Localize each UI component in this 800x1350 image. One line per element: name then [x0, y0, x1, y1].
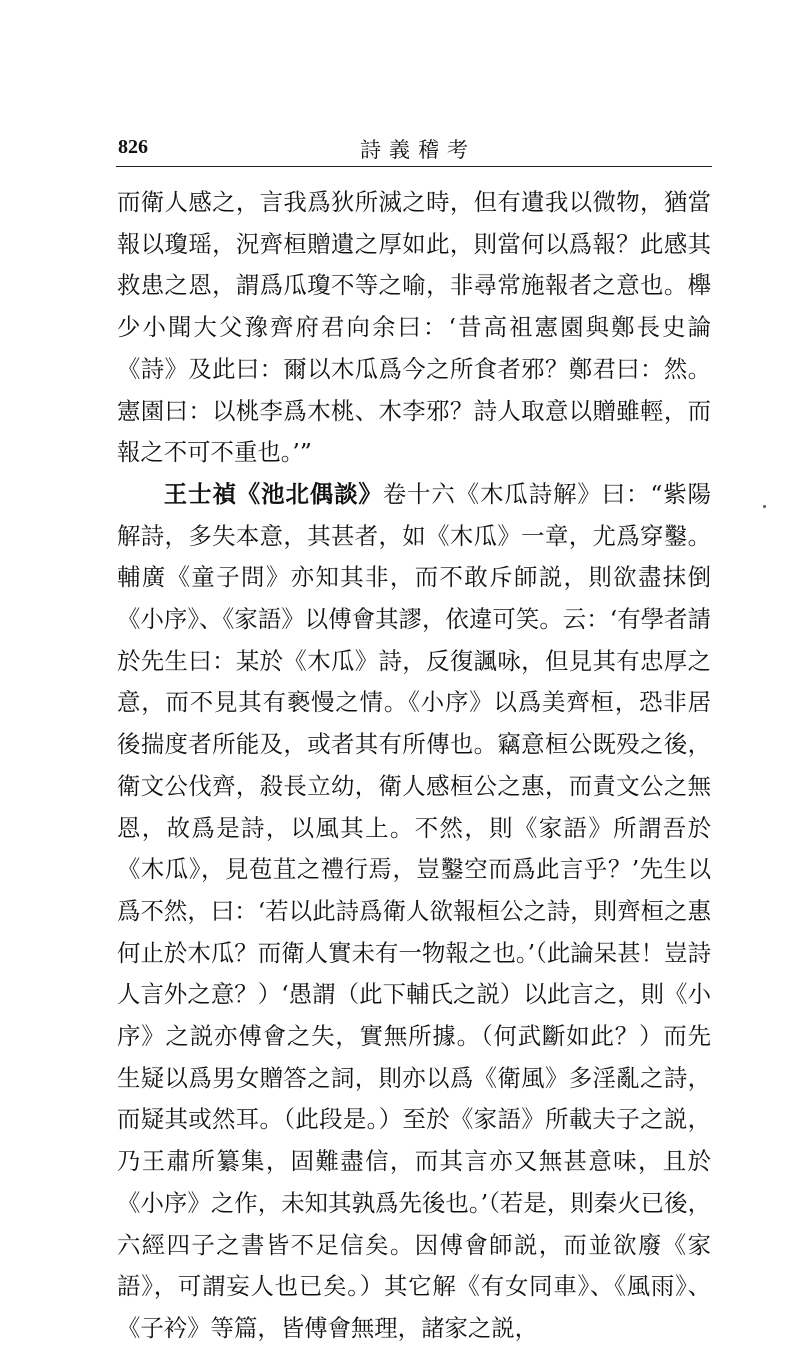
running-title: 詩義稽考 — [360, 138, 476, 162]
cited-work: 王士禎《池北偶談》 — [163, 479, 383, 508]
running-header — [116, 128, 712, 167]
stray-mark — [763, 505, 766, 508]
paragraph — [117, 474, 711, 1350]
body-text — [117, 182, 711, 1350]
paragraph: 而衛人感之，言我爲狄所滅之時，但有遺我以微物，猶當報以瓊瑶，況齊桓贈遺之厚如此，則當何以爲報？此感其救患之恩，謂爲瓜瓊不等之喻，非尋常施報者之意也。櫸少小聞大父豫齊府君向余曰：‘昔高祖憲園與鄭長史論《詩》及此曰：爾以木瓜爲今之所食者邪？鄭君曰：然。憲園曰：以桃李爲木桃、木李邪？詩人取意以贈雖輕，而報之不可不重也。’” — [117, 188, 711, 467]
paragraph-text: 卷十六《木瓜詩解》曰：“紫陽解詩，多失本意，其甚者，如《木瓜》一章，尤爲穿鑿。輔廣《童子問》亦知其非，而不敢斥師説，則欲盡抹倒《小序》、《家語》以傅會其謬，依違可笑。云：‘有學者請於先生曰：某於《木瓜》詩，反復諷咏，但見其有忠厚之意，而不見其有褻慢之情。《小序》以爲美齊桓，恐非居後揣度者所能及，或者其有所傳也。竊意桓公既殁之後，衛文公伐齊，殺長立幼，衛人感桓公之惠，而責文公之無恩，故爲是詩，以風其上。不然，則《家語》所謂吾於《木瓜》，見苞苴之禮行焉，豈鑿空而爲此言乎？’先生以爲不然，曰：‘若以此詩爲衛人欲報桓公之詩，則齊桓之惠何止於木瓜？而衛人實未有一物報之也。’（此論呆甚！豈詩人言外之意？）‘愚謂（此下輔氏之説）以此言之，則《小序》之説亦傅會之失，實無所據。（何武斷如此？）而先生疑以爲男女贈答之詞，則亦以爲《衛風》多淫亂之詩，而疑其或然耳。（此段是。）至於《家語》所載夫子之説，乃王肅所纂集，固難盡信，而其言亦又無甚意味，且於《小序》之作，未知其孰爲先後也。’（若是，則秦火已後，六經四子之書皆不足信矣。因傅會師説，而並欲廢《家語》，可謂妄人也已矣。）其它解《有女同車》、《風雨》、《子衿》等篇，皆傅會無理，諸家之説， — [117, 479, 711, 1342]
page-number: 826 — [118, 136, 148, 158]
